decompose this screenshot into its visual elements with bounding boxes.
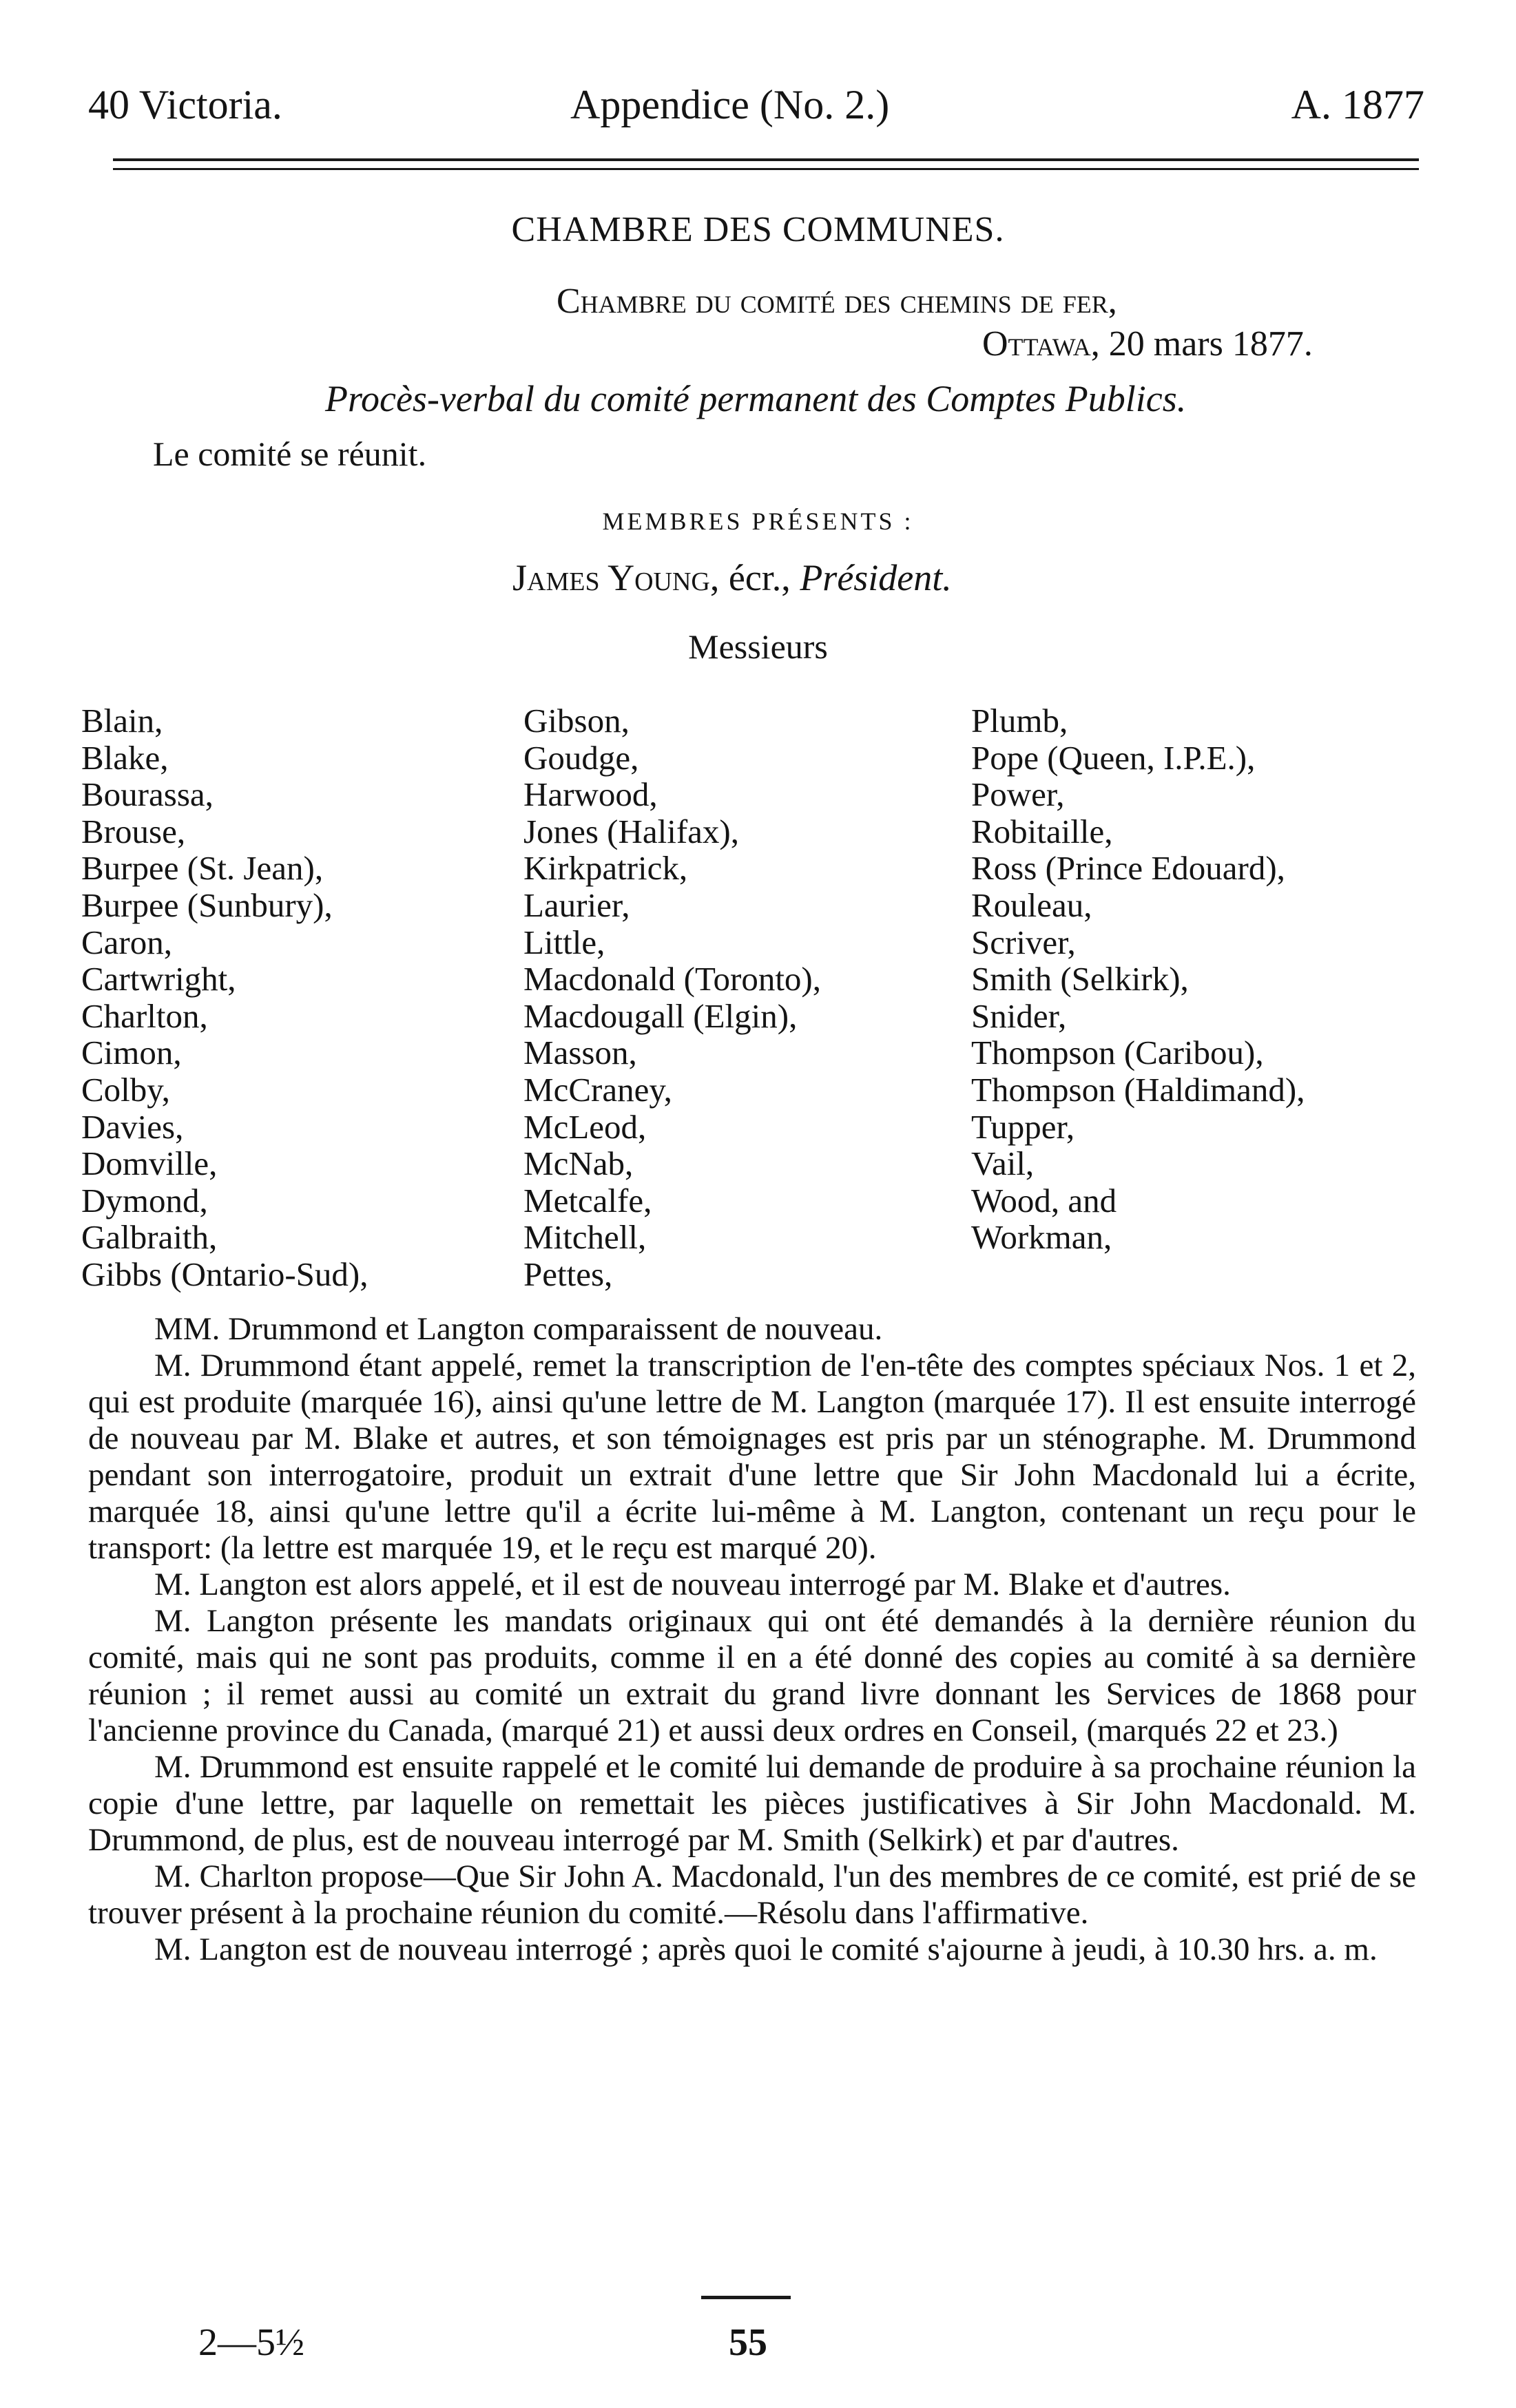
member-name: Workman, xyxy=(971,1218,1112,1257)
member-name: Snider, xyxy=(971,996,1067,1035)
member-name: Burpee (Sunbury), xyxy=(81,886,333,924)
minutes-body xyxy=(88,1311,1416,1968)
meeting-date-line xyxy=(982,324,1313,364)
member-name: Metcalfe, xyxy=(523,1181,652,1219)
member-name: Gibson, xyxy=(523,702,630,740)
messieurs-heading: Messieurs xyxy=(688,627,828,666)
member-name: Macdonald (Toronto), xyxy=(523,960,822,998)
president-suffix: écr., xyxy=(719,557,800,598)
minutes-paragraph: M. Langton est de nouveau interrogé ; après quoi le comité s'ajourne à jeudi, à 10.30 hrs. a. m. xyxy=(154,1931,1378,1967)
president-title: Président. xyxy=(800,557,952,598)
members-column-1 xyxy=(81,702,368,1293)
header-session: 40 Victoria. xyxy=(88,82,282,127)
member-name: Power, xyxy=(971,775,1065,814)
meeting-city: Ottawa, xyxy=(982,324,1100,364)
page-number: 55 xyxy=(729,2321,767,2364)
members-column-3 xyxy=(971,702,1305,1256)
president-line xyxy=(512,556,952,599)
member-name: Masson, xyxy=(523,1034,637,1072)
member-name: Harwood, xyxy=(523,775,658,814)
member-name: Burpee (St. Jean), xyxy=(81,849,324,888)
member-name: McLeod, xyxy=(523,1107,647,1146)
member-name: McNab, xyxy=(523,1144,634,1183)
member-name: Smith (Selkirk), xyxy=(971,960,1189,998)
running-header xyxy=(88,81,1424,136)
meeting-line: Le comité se réunit. xyxy=(153,435,427,473)
member-name: Kirkpatrick, xyxy=(523,849,688,888)
member-name: Goudge, xyxy=(523,738,639,777)
members-column-2 xyxy=(523,702,821,1293)
member-name: Robitaille, xyxy=(971,812,1113,850)
member-name: Domville, xyxy=(81,1144,218,1183)
header-appendix: Appendice (No. 2.) xyxy=(570,82,890,127)
minutes-paragraph: M. Charlton propose—Que Sir John A. Macdonald, l'un des membres de ce comité, est prié de se trouver présent à la prochaine réunion du comité.—Résolu dans l'affirmative. xyxy=(88,1859,1416,1931)
member-name: Pope (Queen, I.P.E.), xyxy=(971,738,1256,777)
president-name: James Young, xyxy=(512,557,720,598)
minutes-paragraph: M. Drummond est ensuite rappelé et le comité lui demande de produire à sa prochaine réunion la copie d'une lettre, par laquelle on remettait les pièces justificatives à Sir John Macdonald. M. Drummond, de plus, est de nouveau interrogé par M. Smith (Selkirk) et par d'autres. xyxy=(88,1749,1416,1858)
member-name: Pettes, xyxy=(523,1255,613,1293)
meeting-date: 20 mars 1877. xyxy=(1099,324,1313,364)
member-name: Brouse, xyxy=(81,812,186,850)
member-name: Charlton, xyxy=(81,996,208,1035)
member-name: Blain, xyxy=(81,702,163,740)
member-name: Tupper, xyxy=(971,1107,1075,1146)
header-rule-bottom xyxy=(113,168,1419,170)
member-name: Laurier, xyxy=(523,886,630,924)
header-year: A. 1877 xyxy=(1291,82,1424,127)
member-name: Cartwright, xyxy=(81,960,236,998)
member-name: Wood, and xyxy=(971,1181,1117,1219)
member-name: Blake, xyxy=(81,738,169,777)
signature-mark: 2—5½ xyxy=(198,2321,304,2364)
member-name: Thompson (Caribou), xyxy=(971,1034,1264,1072)
member-name: Cimon, xyxy=(81,1034,182,1072)
header-rule-top xyxy=(113,158,1419,161)
member-name: Macdougall (Elgin), xyxy=(523,996,798,1035)
document-title: CHAMBRE DES COMMUNES. xyxy=(511,210,1005,249)
footer-rule xyxy=(701,2296,791,2299)
minutes-paragraph: MM. Drummond et Langton comparaissent de nouveau. xyxy=(154,1311,883,1347)
member-name: Bourassa, xyxy=(81,775,214,814)
member-name: Caron, xyxy=(81,923,172,961)
member-name: Plumb, xyxy=(971,702,1068,740)
member-name: Gibbs (Ontario-Sud), xyxy=(81,1255,368,1293)
member-name: Rouleau, xyxy=(971,886,1092,924)
member-name: McCraney, xyxy=(523,1070,672,1109)
meeting-place: Chambre du comité des chemins de fer, xyxy=(557,282,1117,321)
minutes-paragraph: M. Langton est alors appelé, et il est de nouveau interrogé par M. Blake et d'autres. xyxy=(154,1567,1231,1602)
member-name: Davies, xyxy=(81,1107,184,1146)
member-name: Vail, xyxy=(971,1144,1035,1183)
member-name: Scriver, xyxy=(971,923,1076,961)
members-heading: MEMBRES PRÉSENTS : xyxy=(602,507,914,535)
member-name: Jones (Halifax), xyxy=(523,812,739,850)
minutes-paragraph: M. Langton présente les mandats originaux qui ont été demandés à la dernière réunion du comité, mais qui ne sont pas produits, comme il en a été donné des copies au comité à sa dernière réunion ; il remet aussi au comité un extrait du grand livre donnant les Services de 1868 pour l'ancienne province du Canada, (marqué 21) et aussi deux ordres en Conseil, (marqués 22 et 23.) xyxy=(88,1603,1416,1748)
member-name: Little, xyxy=(523,923,605,961)
member-name: Mitchell, xyxy=(523,1218,647,1257)
member-name: Galbraith, xyxy=(81,1218,218,1257)
proces-verbal-heading: Procès-verbal du comité permanent des Comptes Publics. xyxy=(325,378,1187,419)
member-name: Dymond, xyxy=(81,1181,208,1219)
member-name: Ross (Prince Edouard), xyxy=(971,849,1285,888)
minutes-paragraph: M. Drummond étant appelé, remet la transcription de l'en-tête des comptes spéciaux Nos. 1 et 2, qui est produite (marquée 16), ainsi qu'une lettre de M. Langton (marquée 17). Il est ensuite interrogé de nouveau par M. Blake et autres, et son témoignages est pris par un sténographe. M. Drummond pendant son interrogatoire, produit un extrait d'une lettre que Sir John Macdonald lui a écrite, marquée 18, ainsi qu'une lettre qu'il a écrite lui-même à M. Langton, contenant un reçu pour le transport: (la lettre est marquée 19, et le reçu est marqué 20). xyxy=(88,1348,1416,1566)
member-name: Colby, xyxy=(81,1070,170,1109)
member-name: Thompson (Haldimand), xyxy=(971,1070,1305,1109)
